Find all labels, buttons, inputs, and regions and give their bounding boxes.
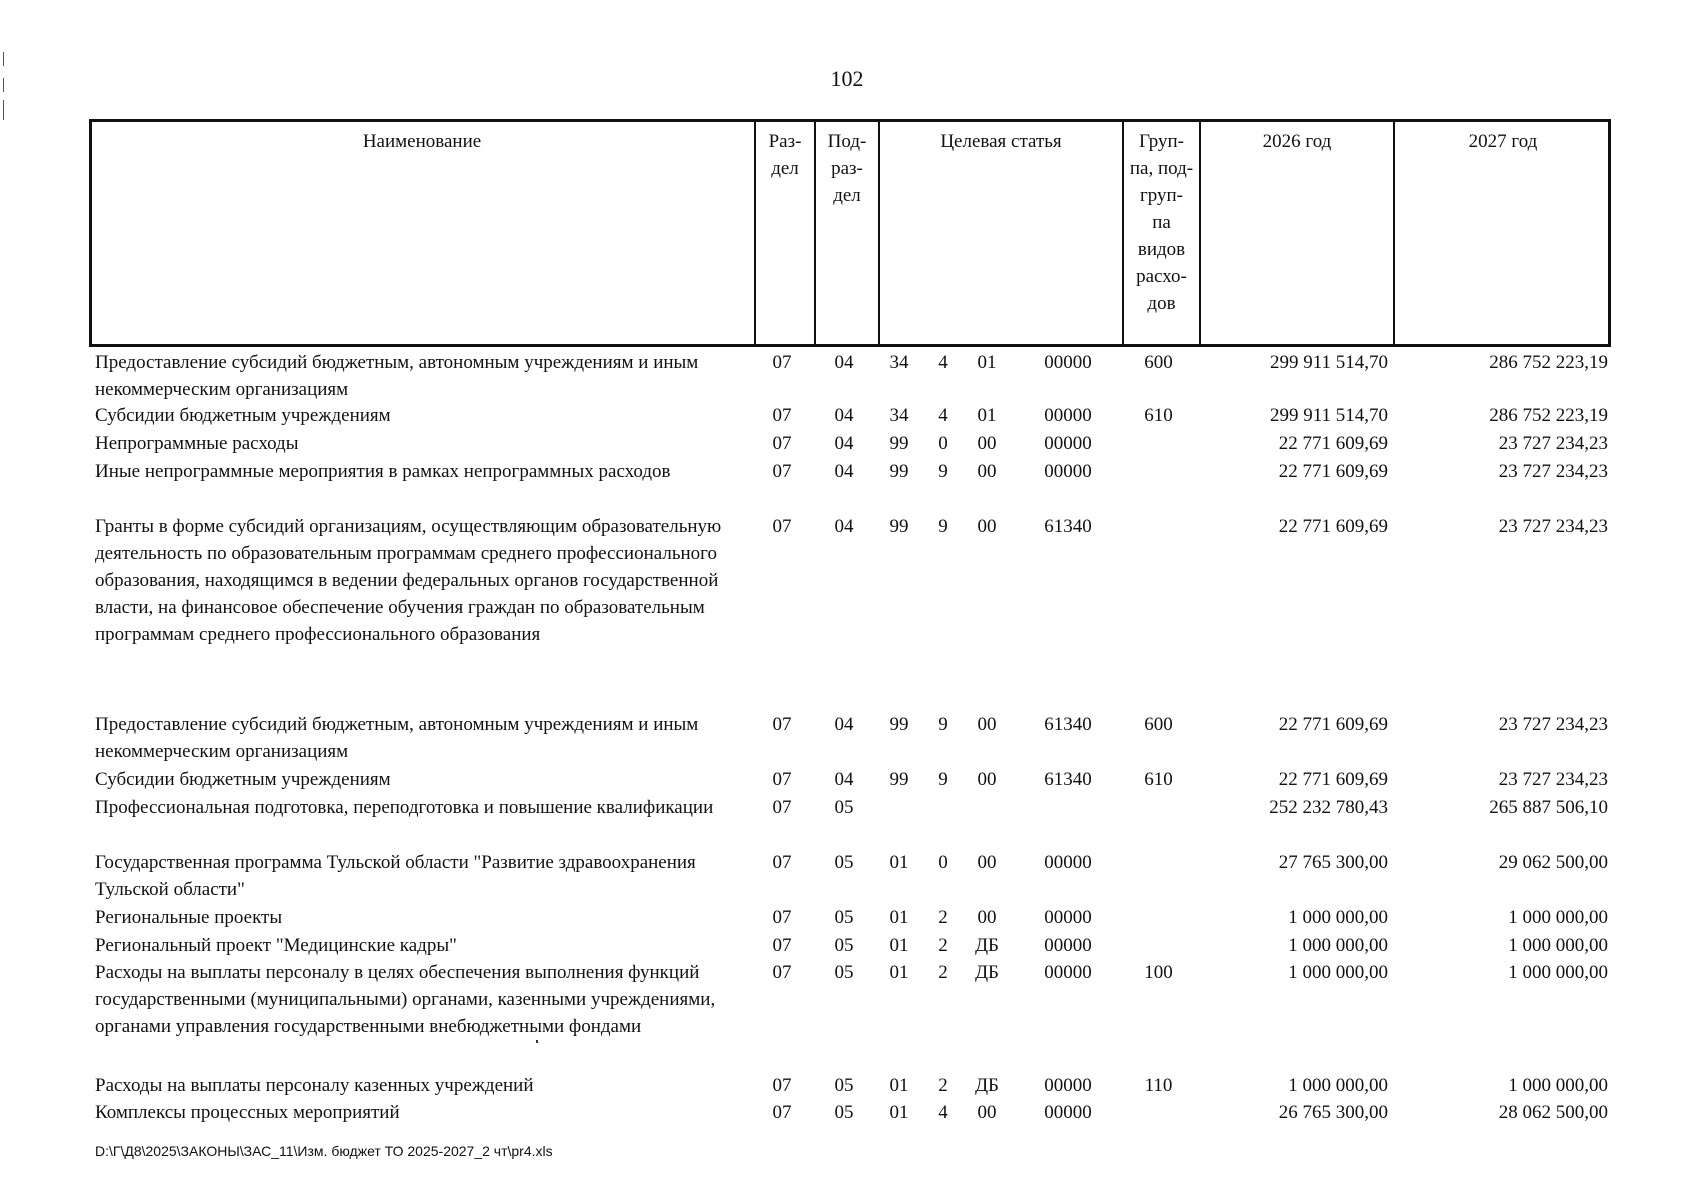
row-2027: 28 062 500,00 [1498,1102,1608,1123]
row-target-4: 00000 [1044,935,1092,956]
row-target-3: 00 [977,461,997,482]
row-target-1: 01 [889,1075,909,1096]
row-target-3: 00 [977,852,997,873]
row-target-2: 2 [938,1075,948,1096]
row-target-3: 01 [977,352,997,373]
row-podrazdel: 04 [834,461,854,482]
row-target-1: 01 [889,852,909,873]
row-2026: 252 232 780,43 [1269,797,1388,818]
row-target-3: 00 [977,907,997,928]
row-2026: 299 911 514,70 [1269,405,1388,426]
row-podrazdel: 04 [834,352,854,373]
row-name: Государственная программа Тульской области "Развитие здравоохранения Тульской области" [95,852,696,900]
row-razdel: 07 [772,935,792,956]
row-podrazdel: 04 [834,769,854,790]
row-podrazdel: 04 [834,516,854,537]
row-target-2: 9 [938,769,948,790]
row-name: Комплексы процессных мероприятий [95,1102,400,1123]
page-number: 102 [830,66,864,91]
row-podrazdel: 04 [834,405,854,426]
row-target-4: 00000 [1044,405,1092,426]
row-target-3: 00 [977,769,997,790]
row-2026: 22 771 609,69 [1278,769,1388,790]
row-2026: 1 000 000,00 [1288,1075,1388,1096]
row-name: Предоставление субсидий бюджетным, автономным учреждениям и иным некоммерческим организациям [95,714,699,762]
margin-mark-top [3,52,4,66]
row-2026: 1 000 000,00 [1288,962,1388,983]
row-2027: 286 752 223,19 [1489,405,1608,426]
row-target-3: 00 [977,1102,997,1123]
row-target-3: ДБ [975,962,999,983]
row-2027: 1 000 000,00 [1508,935,1608,956]
row-razdel: 07 [772,352,792,373]
row-razdel: 07 [772,797,792,818]
row-2027: 23 727 234,23 [1498,714,1608,735]
row-podrazdel: 05 [834,1102,854,1123]
row-target-4: 00000 [1044,461,1092,482]
row-razdel: 07 [772,1102,792,1123]
row-2027: 286 752 223,19 [1489,352,1608,373]
row-target-1: 01 [889,1102,909,1123]
row-podrazdel: 05 [834,1075,854,1096]
budget-table [89,119,1611,1127]
row-name: Субсидии бюджетным учреждениям [95,405,391,426]
row-razdel: 07 [772,461,792,482]
row-name: Региональные проекты [95,907,283,928]
row-group: 610 [1144,769,1173,790]
row-podrazdel: 05 [834,797,854,818]
file-path-footer: D:\Г\Д8\2025\ЗАКОНЫ\ЗАС_11\Изм. бюджет ТО 2025-2027_2 чт\pr4.xls [95,1143,553,1159]
row-podrazdel: 04 [834,433,854,454]
header-2027: 2027 год [1468,131,1538,152]
row-2027: 23 727 234,23 [1498,769,1608,790]
row-target-2: 2 [938,935,948,956]
row-target-3: 00 [977,714,997,735]
row-target-2: 4 [938,1102,948,1123]
row-target-4: 61340 [1044,516,1092,537]
table-body [89,347,1611,1127]
header-podrazdel: Под- раз- дел [827,131,867,206]
row-target-1: 01 [889,907,909,928]
row-2027: 1 000 000,00 [1508,1075,1608,1096]
row-name: Иные непрограммные мероприятия в рамках непрограммных расходов [95,461,671,482]
row-2026: 22 771 609,69 [1278,461,1388,482]
row-target-2: 9 [938,714,948,735]
row-target-2: 2 [938,907,948,928]
scan-speck [536,1040,538,1043]
row-target-2: 9 [938,461,948,482]
row-target-4: 61340 [1044,714,1092,735]
row-2026: 27 765 300,00 [1278,852,1388,873]
row-2027: 1 000 000,00 [1508,907,1608,928]
row-razdel: 07 [772,405,792,426]
row-target-3: 00 [977,516,997,537]
row-razdel: 07 [772,852,792,873]
row-target-2: 0 [938,852,948,873]
row-name: Расходы на выплаты персоналу казенных учреждений [95,1075,534,1096]
row-target-3: 01 [977,405,997,426]
row-razdel: 07 [772,516,792,537]
row-2027: 265 887 506,10 [1489,797,1608,818]
row-target-3: 00 [977,433,997,454]
row-podrazdel: 05 [834,852,854,873]
row-target-3: ДБ [975,1075,999,1096]
row-razdel: 07 [772,769,792,790]
row-2026: 1 000 000,00 [1288,935,1388,956]
row-target-2: 4 [938,352,948,373]
row-2027: 23 727 234,23 [1498,433,1608,454]
row-target-1: 34 [889,405,909,426]
row-group: 600 [1144,352,1173,373]
table-header [89,119,1611,347]
row-razdel: 07 [772,1075,792,1096]
row-target-4: 00000 [1044,352,1092,373]
row-name: Региональный проект "Медицинские кадры" [95,935,457,956]
row-target-1: 99 [889,461,909,482]
row-podrazdel: 04 [834,714,854,735]
row-2027: 1 000 000,00 [1508,962,1608,983]
row-target-1: 01 [889,935,909,956]
header-target: Целевая статья [940,131,1062,152]
row-2026: 22 771 609,69 [1278,516,1388,537]
row-name: Профессиональная подготовка, переподготовка и повышение квалификации [95,797,714,818]
row-target-2: 9 [938,516,948,537]
row-target-1: 99 [889,516,909,537]
row-2027: 29 062 500,00 [1498,852,1608,873]
row-2026: 1 000 000,00 [1288,907,1388,928]
row-podrazdel: 05 [834,907,854,928]
row-2027: 23 727 234,23 [1498,516,1608,537]
row-target-1: 34 [889,352,909,373]
row-razdel: 07 [772,433,792,454]
row-2026: 22 771 609,69 [1278,714,1388,735]
row-name: Предоставление субсидий бюджетным, автономным учреждениям и иным некоммерческим организациям [95,352,699,400]
row-target-1: 99 [889,769,909,790]
row-group: 600 [1144,714,1173,735]
row-target-2: 4 [938,405,948,426]
row-target-1: 99 [889,433,909,454]
row-target-4: 61340 [1044,769,1092,790]
row-group: 610 [1144,405,1173,426]
row-target-4: 00000 [1044,433,1092,454]
row-name: Гранты в форме субсидий организациям, осуществляющим образовательную деятельность по образовательным программам среднего профессионального образования, находящимся в ведении федеральных органов государственной власти, на финансовое обеспечение обучения граждан по образовательным программам среднего профессионального образования [95,516,722,645]
header-2026: 2026 год [1262,131,1332,152]
row-name: Расходы на выплаты персоналу в целях обеспечения выполнения функций государственными (муниципальными) органами, казенными учреждениями, органами управления государственными внебюджетными фондами [95,962,716,1037]
row-2026: 26 765 300,00 [1278,1102,1388,1123]
header-group: Груп- па, под- груп- па видов расхо- дов [1129,131,1194,314]
row-razdel: 07 [772,714,792,735]
row-target-2: 2 [938,962,948,983]
row-target-4: 00000 [1044,1075,1092,1096]
row-target-4: 00000 [1044,852,1092,873]
row-podrazdel: 05 [834,962,854,983]
margin-mark-low [3,100,4,120]
header-razdel: Раз- дел [768,131,802,179]
row-2026: 22 771 609,69 [1278,433,1388,454]
row-target-1: 01 [889,962,909,983]
row-target-4: 00000 [1044,962,1092,983]
row-target-2: 0 [938,433,948,454]
row-podrazdel: 05 [834,935,854,956]
row-name: Субсидии бюджетным учреждениям [95,769,391,790]
row-target-4: 00000 [1044,1102,1092,1123]
row-group: 100 [1144,962,1173,983]
row-target-1: 99 [889,714,909,735]
row-razdel: 07 [772,962,792,983]
row-name: Непрограммные расходы [95,433,299,454]
row-target-4: 00000 [1044,907,1092,928]
row-group: 110 [1144,1075,1173,1096]
row-target-3: ДБ [975,935,999,956]
header-name: Наименование [362,131,482,152]
row-2026: 299 911 514,70 [1269,352,1388,373]
row-2027: 23 727 234,23 [1498,461,1608,482]
row-razdel: 07 [772,907,792,928]
